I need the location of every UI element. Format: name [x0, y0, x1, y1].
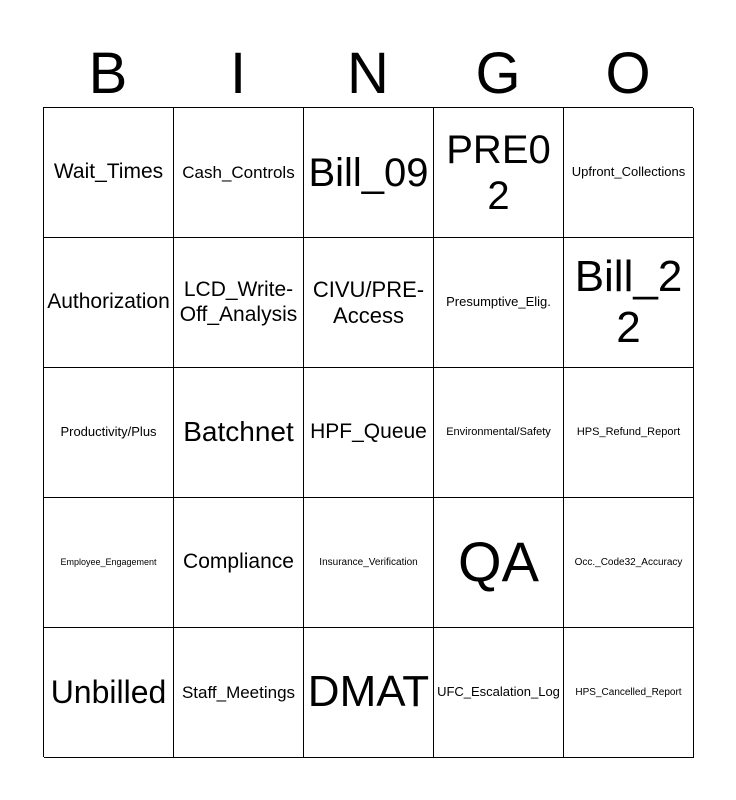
cell-label: Cash_Controls [182, 162, 295, 182]
cell-label: HPF_Queue [310, 420, 427, 444]
bingo-board [43, 107, 693, 757]
bingo-cell-r0-c3[interactable] [434, 108, 564, 238]
cell-label: HPS_Refund_Report [576, 426, 681, 439]
cell-label: Staff_Meetings [181, 682, 296, 702]
bingo-cell-r2-c3[interactable] [434, 368, 564, 498]
cell-label: Batchnet [183, 416, 294, 448]
cell-label: Wait_Times [53, 160, 164, 184]
bingo-cell-r0-c1[interactable] [174, 108, 304, 238]
bingo-cell-r4-c2[interactable] [304, 628, 434, 758]
bingo-cell-r0-c4[interactable] [564, 108, 694, 238]
cell-label: QA [458, 530, 539, 594]
header-letter-b: B [88, 41, 128, 106]
cell-label: Bill_22 [574, 251, 683, 352]
cell-label: DMAT [307, 667, 430, 717]
cell-label: Compliance [183, 550, 294, 574]
cell-label: HPS_Cancelled_Report [575, 686, 682, 698]
bingo-cell-r4-c4[interactable] [564, 628, 694, 758]
bingo-cell-r2-c2[interactable] [304, 368, 434, 498]
bingo-cell-r1-c4[interactable] [564, 238, 694, 368]
bingo-cell-r3-c4[interactable] [564, 498, 694, 628]
bingo-cell-r0-c2[interactable] [304, 108, 434, 238]
cell-label: PRE02 [446, 127, 551, 218]
bingo-cell-r2-c1[interactable] [174, 368, 304, 498]
cell-label: Environmental/Safety [446, 426, 551, 439]
bingo-cell-r4-c3[interactable] [434, 628, 564, 758]
bingo-cell-r4-c1[interactable] [174, 628, 304, 758]
bingo-cell-r0-c0[interactable] [44, 108, 174, 238]
bingo-cell-r4-c0[interactable] [44, 628, 174, 758]
cell-label: Insurance_Verification [319, 556, 418, 568]
bingo-cell-r3-c1[interactable] [174, 498, 304, 628]
cell-label: UFC_Escalation_Log [437, 684, 560, 700]
cell-label: LCD_Write-Off_Analysis [179, 278, 298, 326]
bingo-cell-r1-c3[interactable] [434, 238, 564, 368]
bingo-cell-r2-c0[interactable] [44, 368, 174, 498]
cell-label: Bill_09 [308, 150, 429, 195]
bingo-cell-r1-c0[interactable] [44, 238, 174, 368]
header-letter-i: I [229, 41, 247, 106]
bingo-cell-r2-c4[interactable] [564, 368, 694, 498]
header-letter-n: N [347, 41, 389, 106]
cell-label: Unbilled [50, 674, 167, 711]
cell-label: Authorization [47, 290, 170, 314]
cell-label: Presumptive_Elig. [446, 294, 551, 310]
bingo-cell-r3-c2[interactable] [304, 498, 434, 628]
bingo-header [43, 40, 693, 108]
cell-label: CIVU/PRE-Access [312, 277, 425, 328]
cell-label: Employee_Engagement [60, 557, 157, 568]
bingo-cell-r1-c1[interactable] [174, 238, 304, 368]
cell-label: Upfront_Collections [571, 164, 686, 180]
cell-label: Productivity/Plus [60, 424, 157, 440]
bingo-cell-r1-c2[interactable] [304, 238, 434, 368]
bingo-cell-r3-c3[interactable] [434, 498, 564, 628]
header-letter-g: G [475, 41, 521, 106]
cell-label: Occ._Code32_Accuracy [574, 556, 683, 568]
header-letter-o: O [605, 41, 651, 106]
bingo-cell-r3-c0[interactable] [44, 498, 174, 628]
